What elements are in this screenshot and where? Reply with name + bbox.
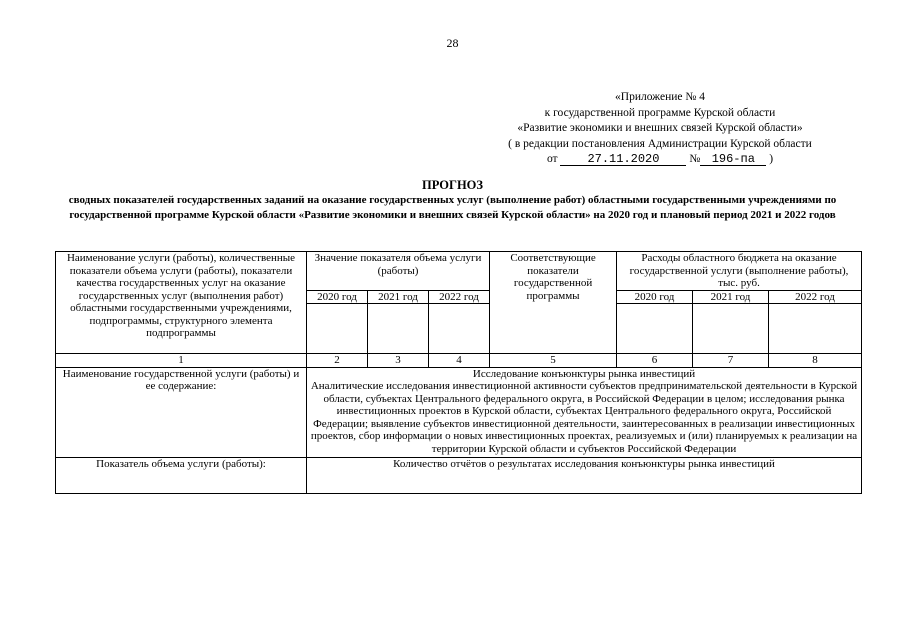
appendix-line-3: «Развитие экономики и внешних связей Курской области» [517, 122, 803, 134]
column-number: 8 [769, 354, 862, 368]
service-row [56, 367, 862, 458]
decree-number: 196-па [700, 153, 766, 166]
header-budget-year-2020: 2020 год [617, 290, 693, 304]
number-label: № [689, 153, 701, 165]
service-label: Наименование государственной услуги (работы) и ее содержание: [56, 367, 307, 458]
decree-date: 27.11.2020 [560, 153, 686, 166]
header-budget-year-2022: 2022 год [769, 290, 862, 304]
header-program-indicators: Соответствующие показатели государственной программы [490, 252, 617, 354]
table-header-row [56, 252, 862, 291]
doc-subtitle: сводных показателей государственных заданий на оказание государственных услуг (выполнение работ) областными государственными учреждениями по государственной программе Курской области «Развитие экономики и внешних связей Курской области» на 2020 год и плановый период 2021 и 2022 годов [68, 194, 837, 221]
column-number: 7 [693, 354, 769, 368]
indicator-value: Количество отчётов о результатах исследования конъюнктуры рынка инвестиций [307, 458, 862, 494]
header-year-2022: 2022 год [429, 290, 490, 304]
header-budget-group: Расходы областного бюджета на оказание государственной услуги (выполнение работы), тыс. руб. [617, 252, 862, 291]
appendix-date-line [480, 152, 840, 168]
indicator-row [56, 458, 862, 494]
indicator-label: Показатель объема услуги (работы): [56, 458, 307, 494]
appendix-block [480, 90, 840, 168]
column-number: 3 [368, 354, 429, 368]
column-number: 2 [307, 354, 368, 368]
column-number: 1 [56, 354, 307, 368]
page-number: 28 [446, 36, 459, 50]
column-number: 4 [429, 354, 490, 368]
doc-title: ПРОГНОЗ [421, 178, 483, 192]
column-number: 6 [617, 354, 693, 368]
column-number-row [56, 354, 862, 368]
header-budget-year-2021: 2021 год [693, 290, 769, 304]
column-number: 5 [490, 354, 617, 368]
header-year-2021: 2021 год [368, 290, 429, 304]
header-service-name: Наименование услуги (работы), количественные показатели объема услуги (работы), показатели качества государственных услуг на оказание государственных услуг (выполнения работ) областными государственными учреждениями, подпрограммы, структурного элемента подпрограммы [56, 252, 307, 354]
service-description: Аналитические исследования инвестиционной активности субъектов предпринимательской деятельности в Курской области, субъектах Центрального федерального округа, в Российской Федерации в целом; исследования рынка инвестиционных проектов в Курской области, субъектах Центрального федерального округа, Российской Федерации; выявление субъектов инвестиционной деятельности, заинтересованных в реализации инвестиционных проектов, сбор информации о новых инвестиционных проектах, реализуемых и (или) планируемых к реализации на территории Курской области и субъектов Российской Федерации [310, 380, 858, 455]
appendix-line-1: «Приложение № 4 [615, 91, 705, 103]
close-paren: ) [769, 153, 774, 165]
service-content [307, 367, 862, 458]
appendix-line-4: ( в редакции постановления Администрации Курской области [508, 137, 812, 150]
appendix-line-2: к государственной программе Курской области [544, 106, 776, 119]
forecast-table [55, 251, 862, 494]
from-label: от [546, 153, 558, 165]
header-volume-group: Значение показателя объема услуги (работы) [307, 252, 490, 291]
header-year-2020: 2020 год [307, 290, 368, 304]
service-name: Исследование конъюнктуры рынка инвестиций [472, 367, 696, 380]
